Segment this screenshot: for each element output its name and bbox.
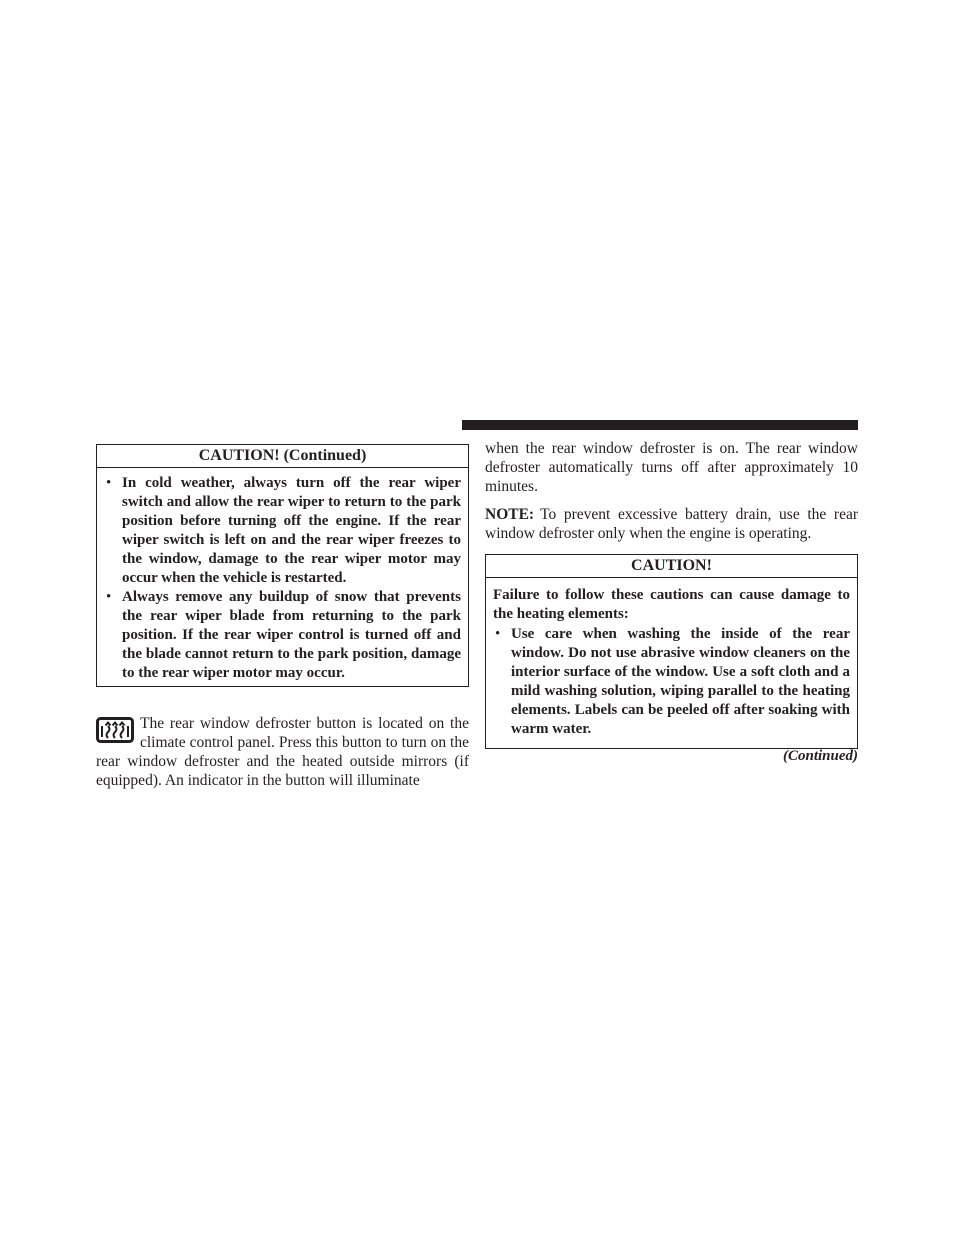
caution-title: CAUTION! (Continued) xyxy=(97,445,468,468)
defroster-continued-paragraph: when the rear window defroster is on. The rear window defroster automatically turns off after approximately 10 minutes. xyxy=(485,440,858,495)
section-header-bar xyxy=(462,420,858,430)
defroster-paragraph xyxy=(96,714,469,790)
defroster-text: The rear window defroster button is located on the climate control panel. Press this button to turn on the rear window defroster and the heated outside mirrors (if equipped). An indicator in the button will illuminate xyxy=(96,715,469,789)
rear-defroster-icon xyxy=(96,717,134,743)
caution-item xyxy=(106,588,461,683)
note-text: To prevent excessive battery drain, use the rear window defroster only when the engine is operating. xyxy=(485,506,858,542)
caution-box xyxy=(485,554,858,749)
caution-box-continued xyxy=(96,444,469,687)
caution-list xyxy=(486,624,857,739)
continued-label: (Continued) xyxy=(782,748,858,764)
bullet-icon: • xyxy=(495,626,501,642)
caution-list xyxy=(97,468,468,683)
note-paragraph xyxy=(485,505,858,543)
caution-intro: Failure to follow these cautions can cause damage to the heating elements: xyxy=(493,587,850,622)
bullet-icon: • xyxy=(106,589,112,605)
caution-item xyxy=(495,625,850,739)
caution-item-text: In cold weather, always turn off the rear wiper switch and allow the rear wiper to return to the park position before turning off the engine. If the rear wiper switch is left on and the rear wiper freezes to the window, damage to the rear wiper motor may occur when the vehicle is restarted. xyxy=(122,475,461,586)
caution-title: CAUTION! xyxy=(486,555,857,578)
caution-item xyxy=(106,474,461,588)
caution-item-text: Always remove any buildup of snow that prevents the rear wiper blade from returning to the park position. If the rear wiper control is turned off and the blade cannot return to the park position, damage to the rear wiper motor may occur. xyxy=(122,589,461,681)
bullet-icon: • xyxy=(106,475,112,491)
note-label: NOTE: xyxy=(485,506,535,523)
caution-item-text: Use care when washing the inside of the rear window. Do not use abrasive window cleaners on the interior surface of the window. Use a soft cloth and a mild washing solution, wiping parallel to the heating elements. Labels can be peeled off after soaking with warm water. xyxy=(511,626,850,737)
